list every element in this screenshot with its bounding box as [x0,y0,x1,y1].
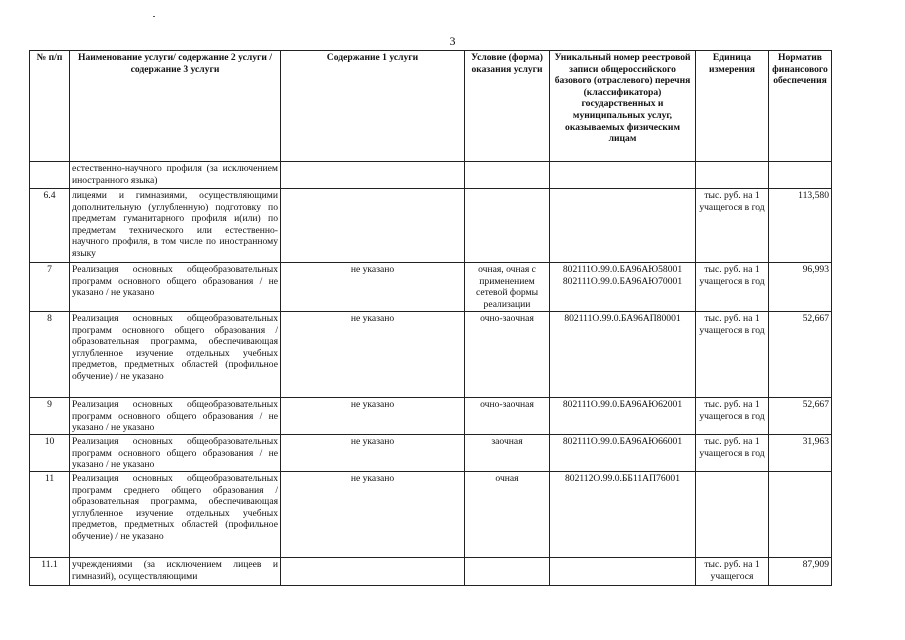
cell-num: 10 [30,435,70,472]
cell-content1 [281,558,465,586]
cell-num: 11.1 [30,558,70,586]
header-row [30,51,832,162]
scan-speck [153,16,155,17]
table-row [30,558,832,586]
table-row [30,162,832,189]
header-code: Уникальный номер реестровой записи общероссийского базового (отраслевого) перечня (классификатора) государственных и муниципальных услуг, оказываемых физическим лицам [550,51,696,162]
cell-unit: тыс. руб. на 1 учащегося [696,558,769,586]
cell-unit [696,162,769,189]
cell-content1: не указано [281,263,465,312]
cell-condition: очно-заочная [465,312,550,398]
cell-code [550,162,696,189]
table-row [30,312,832,398]
header-norm: Норматив финансового обеспечения [769,51,832,162]
cell-norm: 96,993 [769,263,832,312]
cell-code: 802111О.99.0.БА96АЮ58001 802111О.99.0.БА96АЮ70001 [550,263,696,312]
cell-content1: не указано [281,472,465,558]
table-row [30,435,832,472]
cell-name: лицеями и гимназиями, осуществляющими дополнительную (углубленную) подготовку по предметам гуманитарного профиля и(или) по предметам технического или естественно-научного профиля, в том числе по иностранному языку [70,189,281,263]
cell-content1: не указано [281,435,465,472]
cell-name: Реализация основных общеобразовательных программ среднего общего образования / образовательная программа, обеспечивающая углубленное изучение отдельных учебных предметов, предметных областей (профильное обучение) / не указано [70,472,281,558]
cell-condition: очная [465,472,550,558]
cell-norm: 87,909 [769,558,832,586]
cell-num [30,162,70,189]
cell-condition: заочная [465,435,550,472]
table-row [30,472,832,558]
cell-condition [465,189,550,263]
cell-num: 11 [30,472,70,558]
header-content1: Содержание 1 услуги [281,51,465,162]
cell-norm: 52,667 [769,398,832,435]
table-row [30,263,832,312]
cell-condition [465,162,550,189]
header-name: Наименование услуги/ содержание 2 услуги / содержание 3 услуги [70,51,281,162]
cell-code: 802111О.99.0.БА96АЮ62001 [550,398,696,435]
cell-name: естественно-научного профиля (за исключением иностранного языка) [70,162,281,189]
cell-unit: тыс. руб. на 1 учащегося в год [696,435,769,472]
cell-name: Реализация основных общеобразовательных программ основного общего образования / не указано / не указано [70,263,281,312]
cell-num: 8 [30,312,70,398]
header-condition: Условие (форма) оказания услуги [465,51,550,162]
cell-condition: очная, очная с применением сетевой формы реализации [465,263,550,312]
cell-unit: тыс. руб. на 1 учащегося в год [696,189,769,263]
cell-norm [769,472,832,558]
page-number: 3 [449,34,456,48]
cell-norm: 113,580 [769,189,832,263]
cell-condition: очно-заочная [465,398,550,435]
cell-unit: тыс. руб. на 1 учащегося в год [696,398,769,435]
cell-num: 6.4 [30,189,70,263]
cell-num: 9 [30,398,70,435]
services-table [29,50,832,586]
cell-norm: 31,963 [769,435,832,472]
cell-code: 802111О.99.0.БА96АЮ66001 [550,435,696,472]
cell-condition [465,558,550,586]
cell-num: 7 [30,263,70,312]
cell-content1 [281,162,465,189]
cell-code: 802111О.99.0.БА96АП80001 [550,312,696,398]
cell-unit [696,472,769,558]
cell-name: учреждениями (за исключением лицеев и гимназий), осуществляющими [70,558,281,586]
cell-unit: тыс. руб. на 1 учащегося в год [696,312,769,398]
cell-norm: 52,667 [769,312,832,398]
cell-code [550,558,696,586]
cell-code [550,189,696,263]
cell-unit: тыс. руб. на 1 учащегося в год [696,263,769,312]
table-row [30,189,832,263]
cell-name: Реализация основных общеобразовательных программ основного общего образования / образовательная программа, обеспечивающая углубленное изучение отдельных учебных предметов, предметных областей (профильное обучение) / не указано [70,312,281,398]
header-num: № п/п [30,51,70,162]
cell-name: Реализация основных общеобразовательных программ основного общего образования / не указано / не указано [70,398,281,435]
cell-content1: не указано [281,312,465,398]
cell-code: 802112О.99.0.ББ11АП76001 [550,472,696,558]
cell-name: Реализация основных общеобразовательных программ основного общего образования / не указано / не указано [70,435,281,472]
cell-norm [769,162,832,189]
cell-content1 [281,189,465,263]
header-unit: Единица измерения [696,51,769,162]
cell-content1: не указано [281,398,465,435]
table-row [30,398,832,435]
